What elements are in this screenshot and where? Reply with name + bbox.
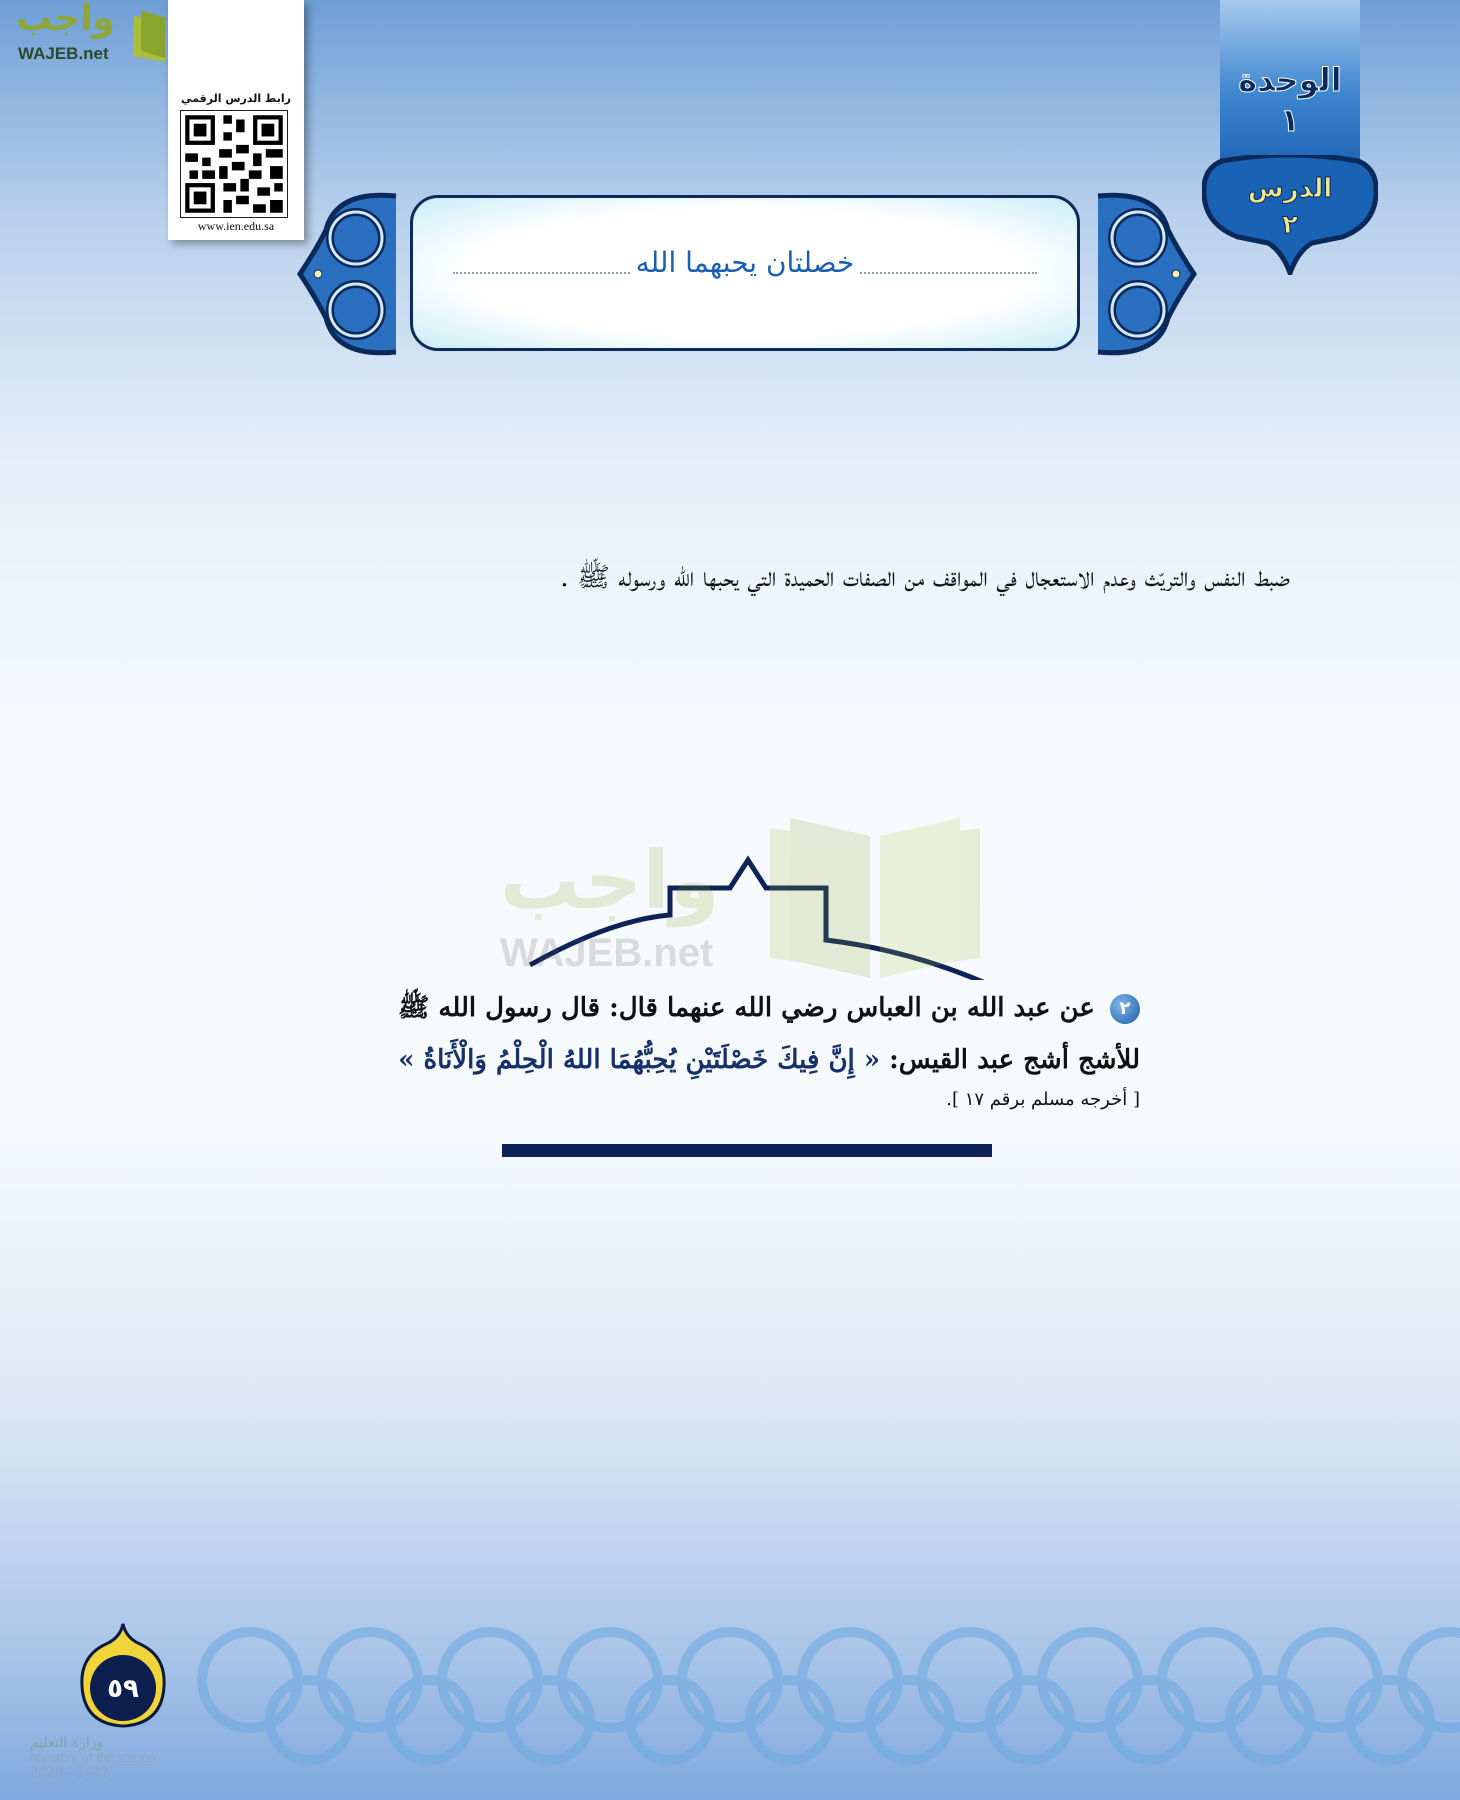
- lesson-label: الدرس: [1247, 174, 1333, 204]
- page-number-badge: [78, 1622, 168, 1732]
- lesson-badge: [1202, 155, 1378, 275]
- qr-url[interactable]: www.ien.edu.sa: [197, 219, 275, 233]
- ministry-year: 2020 - 1442: [30, 1766, 110, 1781]
- qr-card[interactable]: [168, 0, 304, 240]
- intro-paragraph: ضبط النفس والتريّث وعدم الاستعجال في المواقف من الصفات الحميدة التي يحبها الله ورسوله ﷺ .: [560, 562, 1290, 593]
- unit-label: الوحدة: [1238, 61, 1342, 99]
- logo-arabic: واجب: [16, 0, 115, 39]
- hadith-block: [340, 982, 1140, 1114]
- hadith-section: [340, 982, 1140, 1157]
- lesson-title-box: [410, 195, 1080, 351]
- ornament-right-icon: [1088, 190, 1198, 358]
- hadith-citation: [ أخرجه مسلم برقم ١٧ ].: [946, 1089, 1140, 1110]
- decorative-pattern-band-icon: [150, 1610, 1460, 1770]
- qr-code-icon[interactable]: [180, 110, 288, 218]
- section-divider-bar: [502, 1144, 992, 1157]
- lesson-number: ٢: [1282, 210, 1298, 240]
- page-number: ٥٩: [107, 1674, 139, 1704]
- qr-label: رابط الدرس الرقمي: [181, 92, 291, 105]
- svg-text:واجب: واجب: [500, 834, 720, 927]
- logo-latin: WAJEB.net: [18, 44, 109, 63]
- unit-tab: [1220, 0, 1360, 170]
- hadith-quote: « إِنَّ فِيكَ خَصْلَتَيْنِ يُحِبُّهُمَا اللهُ الْحِلْمُ وَالْأَنَاةُ »: [398, 1045, 881, 1075]
- ministry-logo: [30, 1736, 157, 1781]
- hadith-narration: عن عبد الله بن العباس رضي الله عنهما قال: قال رسول الله ﷺ للأشج أشج عبد القيس:: [397, 993, 1140, 1075]
- watermark-book-icon: [490, 818, 990, 978]
- ornament-left-icon: [296, 190, 406, 358]
- lesson-title: خصلتان يحبهما الله: [630, 246, 861, 279]
- hadith-number-badge: ٢: [1110, 994, 1140, 1024]
- wajeb-watermark: [490, 818, 990, 982]
- svg-text:WAJEB.net: WAJEB.net: [500, 931, 714, 975]
- ministry-arabic: وزارة التعليم: [30, 1735, 104, 1751]
- ministry-english: Ministry of Education: [30, 1751, 157, 1765]
- unit-number: ١: [1280, 101, 1300, 139]
